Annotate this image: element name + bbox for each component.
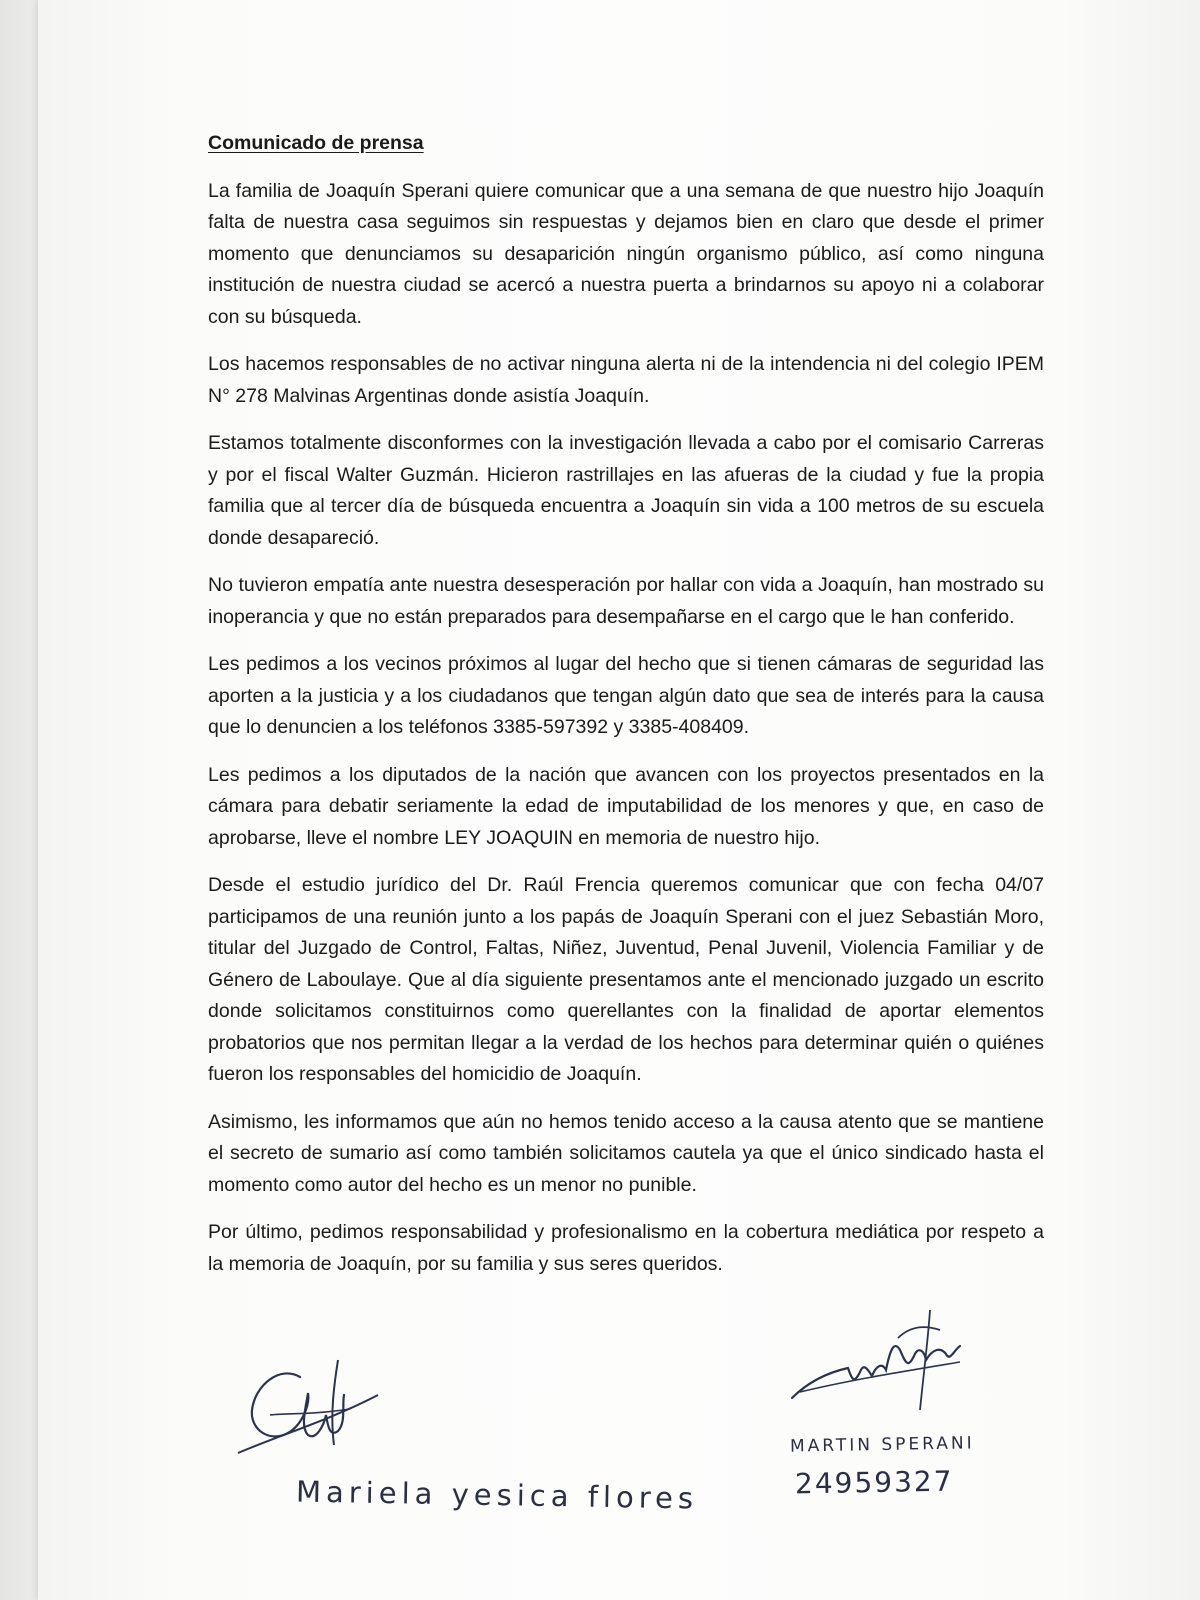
paragraph-9: Por último, pedimos responsabilidad y profesionalismo en la cobertura mediática por respeto a la memoria de Joaquín, por su familia y sus seres queridos. [208, 1221, 1044, 1275]
page-edge-shadow [0, 0, 38, 1600]
document-title: Comunicado de prensa [208, 132, 424, 154]
right-signer-name: MARTIN SPERANI [789, 1433, 975, 1457]
document-body [208, 128, 1044, 1296]
right-signer-id: 24959327 [794, 1464, 954, 1501]
paragraph-8: Asimismo, les informamos que aún no hemos tenido acceso a la causa atento que se mantiene el secreto de sumario así como también solicitamos cautela ya que el único sindicado hasta el momento como autor del hecho es un menor no punible. [208, 1110, 1044, 1196]
left-signature [230, 1355, 380, 1460]
paragraph-1: La familia de Joaquín Sperani quiere comunicar que a una semana de que nuestro hijo Joaquín falta de nuestra casa seguimos sin respuestas y dejamos bien en claro que desde el primer momento que denunciamos su desaparición ningún organismo público, así como ninguna institución de nuestra ciudad se acercó a nuestra puerta a brindarnos su apoyo ni a colaborar con su búsqueda. [208, 179, 1044, 328]
paragraph-2: Los hacemos responsables de no activar ninguna alerta ni de la intendencia ni del colegio IPEM N° 278 Malvinas Argentinas donde asistía Joaquín. [208, 353, 1044, 407]
paragraph-7: Desde el estudio jurídico del Dr. Raúl Frencia queremos comunicar que con fecha 04/07 participamos de una reunión junto a los papás de Joaquín Sperani con el juez Sebastián Moro, titular del Juzgado de Control, Faltas, Niñez, Juventud, Penal Juvenil, Violencia Familiar y de Género de Laboulaye. Que al día siguiente presentamos ante el mencionado juzgado un escrito donde solicitamos constituirnos como querellantes con la finalidad de aportar elementos probatorios que nos permitan llegar a la verdad de los hechos para determinar quién o quiénes fueron los responsables del homicidio de Joaquín. [208, 874, 1044, 1085]
left-signer-name: Mariela yesica flores [295, 1474, 699, 1516]
paragraph-5: Les pedimos a los vecinos próximos al lugar del hecho que si tienen cámaras de seguridad las aporten a la justicia y a los ciudadanos que tengan algún dato que sea de interés para la causa que lo denuncien a los teléfonos 3385-597392 y 3385-408409. [208, 653, 1044, 738]
paragraph-4: No tuvieron empatía ante nuestra desesperación por hallar con vida a Joaquín, han mostrado su inoperancia y que no están preparados para desempañarse en el cargo que le han conferido. [208, 574, 1044, 628]
paragraph-6: Les pedimos a los diputados de la nación que avancen con los proyectos presentados en la cámara para debatir seriamente la edad de imputabilidad de los menores y que, en caso de aprobarse, lleve el nombre LEY JOAQUIN en memoria de nuestro hijo. [208, 763, 1044, 849]
paragraph-3: Estamos totalmente disconformes con la investigación llevada a cabo por el comisario Carreras y por el fiscal Walter Guzmán. Hicieron rastrillajes en las afueras de la ciudad y fue la propia familia que al tercer día de búsqueda encuentra a Joaquín sin vida a 100 metros de su escuela donde desapareció. [208, 432, 1044, 549]
right-signature [790, 1310, 990, 1410]
